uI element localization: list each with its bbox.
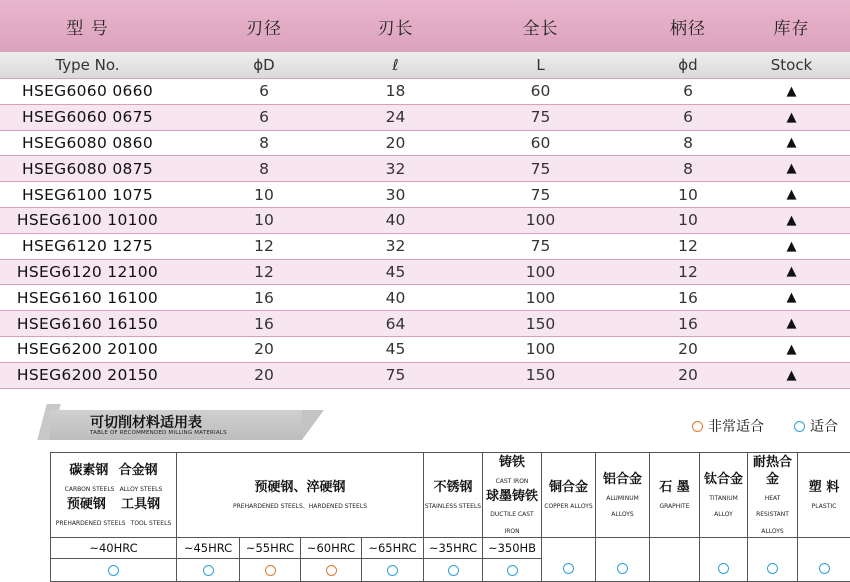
graphite-en: GRAPHITE xyxy=(659,503,689,510)
header-shank-diameter-cn: 柄径 xyxy=(643,0,733,52)
table-row xyxy=(0,104,850,130)
stock-marker: ▲ xyxy=(733,311,850,337)
cut-diameter: 12 xyxy=(175,233,353,259)
blue-circle-icon xyxy=(767,563,778,574)
titanium-cell xyxy=(700,453,748,538)
shank-diameter: 6 xyxy=(643,79,733,105)
overall-length: 60 xyxy=(438,130,643,156)
cut-length: 20 xyxy=(353,130,438,156)
ductile-iron-cn: 球墨铸铁 xyxy=(486,489,538,504)
copper-cell xyxy=(542,453,596,538)
titanium-alloy-cn: 钛合金 xyxy=(704,472,743,487)
suitability-cell xyxy=(424,558,483,581)
blue-circle-icon xyxy=(203,565,214,576)
copper-alloy-en: COPPER ALLOYS xyxy=(544,503,592,510)
suitability-cell xyxy=(596,537,650,581)
header-cut-length-en: ℓ xyxy=(353,52,438,79)
model-number: HSEG6160 16100 xyxy=(0,285,175,311)
table-row xyxy=(0,336,850,362)
hardness-row xyxy=(51,537,850,558)
cut-diameter: 8 xyxy=(175,156,353,182)
header-row-cn xyxy=(0,0,850,52)
table-row xyxy=(0,130,850,156)
cut-length: 40 xyxy=(353,207,438,233)
header-cut-length-cn: 刃长 xyxy=(353,0,438,52)
blue-circle-icon xyxy=(507,565,518,576)
stock-marker: ▲ xyxy=(733,104,850,130)
overall-length: 60 xyxy=(438,79,643,105)
suitability-cell xyxy=(177,558,240,581)
cut-length: 30 xyxy=(353,182,438,208)
stock-marker: ▲ xyxy=(733,130,850,156)
alloy-steel-cn: 合金钢 xyxy=(119,463,158,478)
suitability-cell xyxy=(483,558,542,581)
aluminum-alloy-cn: 铝合金 xyxy=(603,472,642,487)
stainless-steel-cn: 不锈钢 xyxy=(433,480,472,495)
table-row xyxy=(0,362,850,388)
table-row xyxy=(0,207,850,233)
model-number: HSEG6200 20150 xyxy=(0,362,175,388)
shank-diameter: 10 xyxy=(643,207,733,233)
heat-resistant-cell xyxy=(748,453,798,538)
blue-circle-icon xyxy=(794,421,805,432)
shank-diameter: 8 xyxy=(643,156,733,182)
overall-length: 75 xyxy=(438,156,643,182)
hrc-value: ~65HRC xyxy=(362,537,424,558)
plastic-cell xyxy=(798,453,850,538)
blue-circle-icon xyxy=(108,565,119,576)
suitability-cell xyxy=(798,537,850,581)
prehardened-steel-en: PREHARDENED STEELS xyxy=(56,520,126,527)
cut-diameter: 6 xyxy=(175,104,353,130)
carbon-alloy-cell xyxy=(51,453,177,538)
model-number: HSEG6060 0660 xyxy=(0,79,175,105)
hardened-steel-cell xyxy=(177,453,424,538)
orange-circle-icon xyxy=(265,565,276,576)
carbon-steel-cn: 碳素钢 xyxy=(69,463,108,478)
cut-length: 45 xyxy=(353,259,438,285)
model-number: HSEG6100 10100 xyxy=(0,207,175,233)
header-stock-en: Stock xyxy=(733,52,850,79)
suitability-cell xyxy=(362,558,424,581)
cut-length: 24 xyxy=(353,104,438,130)
aluminum-alloy-en: ALUMINUM ALLOYS xyxy=(606,495,639,519)
blue-circle-icon xyxy=(448,565,459,576)
orange-circle-icon xyxy=(692,421,703,432)
cut-diameter: 16 xyxy=(175,285,353,311)
cut-diameter: 20 xyxy=(175,362,353,388)
cut-diameter: 6 xyxy=(175,79,353,105)
stainless-steel-en: STAINLESS STEELS xyxy=(425,503,481,510)
header-type-en: Type No. xyxy=(0,52,175,79)
header-cut-diameter-cn: 刃径 xyxy=(175,0,353,52)
stock-marker: ▲ xyxy=(733,233,850,259)
suitability-cell xyxy=(748,537,798,581)
blue-circle-icon xyxy=(819,563,830,574)
heat-resistant-en: HEAT RESISTANT ALLOYS xyxy=(756,495,789,536)
overall-length: 75 xyxy=(438,182,643,208)
plastic-cn: 塑 料 xyxy=(809,480,840,495)
stock-marker: ▲ xyxy=(733,79,850,105)
suitability-cell xyxy=(301,558,362,581)
materials-title: 可切削材料适用表 xyxy=(90,412,202,432)
model-number: HSEG6120 1275 xyxy=(0,233,175,259)
header-shank-diameter-en: ϕd xyxy=(643,52,733,79)
table-row xyxy=(0,182,850,208)
hrc-value: ~35HRC xyxy=(424,537,483,558)
carbon-steel-en: CARBON STEELS xyxy=(65,486,115,493)
materials-header-row xyxy=(51,453,850,538)
stainless-cell xyxy=(424,453,483,538)
cut-diameter: 20 xyxy=(175,336,353,362)
shank-diameter: 12 xyxy=(643,259,733,285)
stock-marker: ▲ xyxy=(733,362,850,388)
cut-length: 45 xyxy=(353,336,438,362)
suitability-cell xyxy=(51,558,177,581)
table-row xyxy=(0,311,850,337)
suitability-cell xyxy=(542,537,596,581)
titanium-alloy-en: TITANIUM ALLOY xyxy=(709,495,738,519)
header-cut-diameter-en: ϕD xyxy=(175,52,353,79)
cast-iron-en: CAST IRON xyxy=(496,478,529,485)
overall-length: 75 xyxy=(438,104,643,130)
overall-length: 100 xyxy=(438,207,643,233)
header-stock-cn: 库存 xyxy=(733,0,850,52)
blue-circle-icon xyxy=(718,563,729,574)
overall-length: 100 xyxy=(438,336,643,362)
hardened-steel-cn: 预硬钢、淬硬钢 xyxy=(254,480,345,495)
cast-iron-cn: 铸铁 xyxy=(499,455,525,470)
hardened-steel-en: PREHARDENED STEELS、HARDENED STEELS xyxy=(233,503,367,510)
table-row xyxy=(0,285,850,311)
materials-subtitle: TABLE OF RECOMMENDED MILLING MATERIALS xyxy=(90,430,227,436)
cut-length: 40 xyxy=(353,285,438,311)
legend-very-suitable-label: 非常适合 xyxy=(708,419,764,435)
graphite-cn: 石 墨 xyxy=(659,480,690,495)
heat-resistant-cn: 耐热合金 xyxy=(753,455,792,487)
overall-length: 100 xyxy=(438,285,643,311)
shank-diameter: 6 xyxy=(643,104,733,130)
shank-diameter: 12 xyxy=(643,233,733,259)
hrc-value: ~350HB xyxy=(483,537,542,558)
cast-iron-cell xyxy=(483,453,542,538)
header-type-cn: 型 号 xyxy=(0,0,175,52)
cut-diameter: 10 xyxy=(175,182,353,208)
header-overall-length-cn: 全长 xyxy=(438,0,643,52)
stock-marker: ▲ xyxy=(733,285,850,311)
overall-length: 150 xyxy=(438,362,643,388)
prehardened-steel-cn: 预硬钢 xyxy=(67,497,106,512)
legend-very-suitable xyxy=(692,416,764,436)
header-row-en xyxy=(0,52,850,79)
model-number: HSEG6100 1075 xyxy=(0,182,175,208)
shank-diameter: 16 xyxy=(643,285,733,311)
stock-marker: ▲ xyxy=(733,207,850,233)
hrc-value: ~55HRC xyxy=(240,537,301,558)
tool-steel-cn: 工具钢 xyxy=(121,497,160,512)
table-row xyxy=(0,156,850,182)
table-row xyxy=(0,259,850,285)
legend-suitable xyxy=(794,416,838,436)
model-number: HSEG6160 16150 xyxy=(0,311,175,337)
stock-marker: ▲ xyxy=(733,156,850,182)
overall-length: 75 xyxy=(438,233,643,259)
shank-diameter: 16 xyxy=(643,311,733,337)
header-overall-length-en: L xyxy=(438,52,643,79)
shank-diameter: 20 xyxy=(643,362,733,388)
model-number: HSEG6080 0875 xyxy=(0,156,175,182)
stock-marker: ▲ xyxy=(733,336,850,362)
cut-diameter: 8 xyxy=(175,130,353,156)
table-row xyxy=(0,233,850,259)
orange-circle-icon xyxy=(326,565,337,576)
blue-circle-icon xyxy=(617,563,628,574)
ductile-iron-en: DUCTILE CAST IRON xyxy=(490,511,533,535)
shank-diameter: 10 xyxy=(643,182,733,208)
overall-length: 150 xyxy=(438,311,643,337)
stock-marker: ▲ xyxy=(733,182,850,208)
model-number: HSEG6060 0675 xyxy=(0,104,175,130)
shank-diameter: 20 xyxy=(643,336,733,362)
cut-length: 32 xyxy=(353,233,438,259)
cut-length: 18 xyxy=(353,79,438,105)
hrc-value: ~45HRC xyxy=(177,537,240,558)
plastic-en: PLASTIC xyxy=(812,503,837,510)
tool-steel-en: TOOL STEELS xyxy=(131,520,172,527)
suitability-cell xyxy=(700,537,748,581)
alloy-steel-en: ALLOY STEELS xyxy=(120,486,163,493)
cut-length: 75 xyxy=(353,362,438,388)
stock-marker: ▲ xyxy=(733,259,850,285)
cut-diameter: 16 xyxy=(175,311,353,337)
suitability-cell xyxy=(650,537,700,581)
aluminum-cell xyxy=(596,453,650,538)
suitability-cell xyxy=(240,558,301,581)
model-number: HSEG6080 0860 xyxy=(0,130,175,156)
cut-diameter: 10 xyxy=(175,207,353,233)
materials-table xyxy=(50,452,850,582)
hrc-value: ~60HRC xyxy=(301,537,362,558)
legend-suitable-label: 适合 xyxy=(810,419,838,435)
copper-alloy-cn: 铜合金 xyxy=(549,480,588,495)
cut-length: 64 xyxy=(353,311,438,337)
blue-circle-icon xyxy=(387,565,398,576)
graphite-cell xyxy=(650,453,700,538)
hrc-value: ~40HRC xyxy=(51,537,177,558)
overall-length: 100 xyxy=(438,259,643,285)
shank-diameter: 8 xyxy=(643,130,733,156)
cut-diameter: 12 xyxy=(175,259,353,285)
cut-length: 32 xyxy=(353,156,438,182)
model-number: HSEG6200 20100 xyxy=(0,336,175,362)
blue-circle-icon xyxy=(563,563,574,574)
model-number: HSEG6120 12100 xyxy=(0,259,175,285)
table-row xyxy=(0,79,850,105)
